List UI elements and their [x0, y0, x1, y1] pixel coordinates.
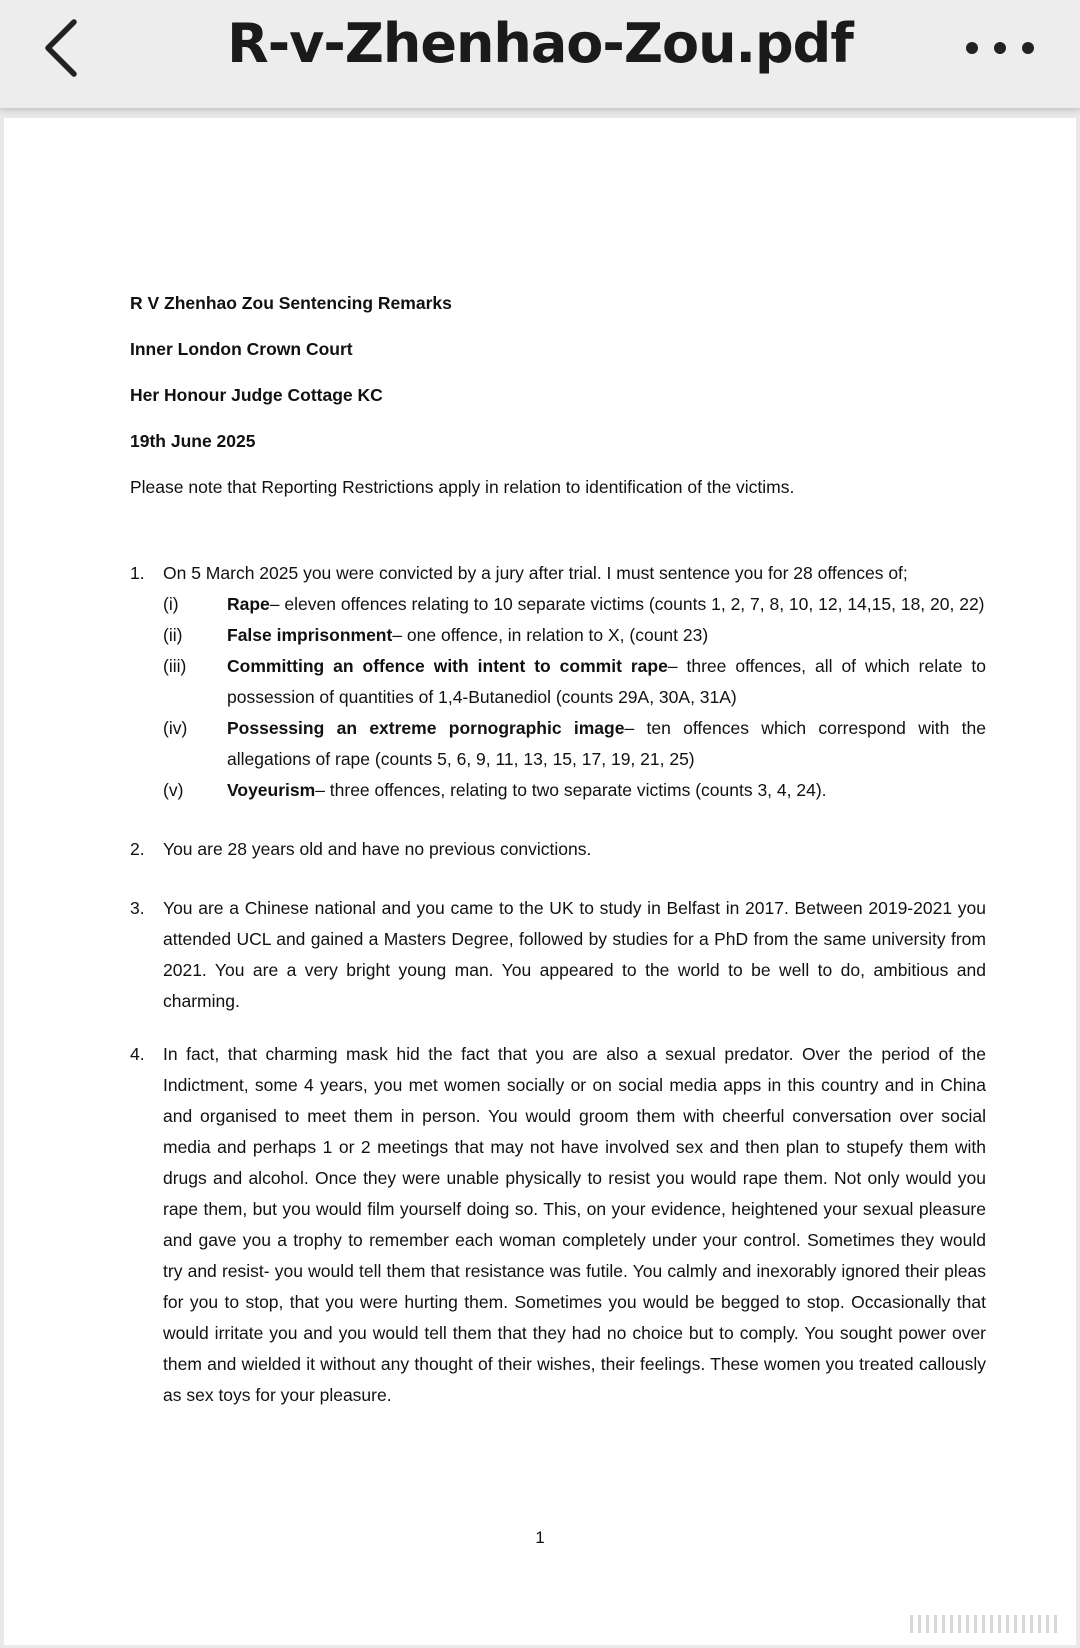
- paragraph-text: You are 28 years old and have no previous convictions.: [163, 839, 592, 859]
- page-content: [130, 288, 986, 1411]
- offence-number: (iv): [163, 718, 188, 738]
- offence-item: [130, 651, 986, 713]
- top-navigation-bar: [0, 0, 1080, 108]
- offence-name: Possessing an extreme pornographic image: [227, 718, 625, 738]
- judge-name: Her Honour Judge Cottage KC: [130, 385, 383, 405]
- more-horizontal-icon: [962, 30, 1038, 66]
- reporting-restrictions-note: Please note that Reporting Restrictions apply in relation to identification of the victims.: [130, 477, 795, 497]
- paragraph-1: [130, 558, 986, 589]
- offence-details: – three offences, all of which relate to possession of quantities of 1,4-Butanediol (counts 29A, 30A, 31A): [227, 656, 986, 707]
- offence-details: – three offences, relating to two separate victims (counts 3, 4, 24).: [315, 780, 827, 800]
- offence-number: (i): [163, 594, 179, 614]
- paragraph-number: 3.: [130, 898, 145, 918]
- offence-name: False imprisonment: [227, 625, 393, 645]
- offence-name: Committing an offence with intent to commit rape: [227, 656, 668, 676]
- paragraph-text: In fact, that charming mask hid the fact that you are also a sexual predator. Over the period of the Indictment, some 4 years, you met women socially or on social media apps in this country and in China and organised to meet them in person. You would groom them with cheerful conversation over social media and perhaps 1 or 2 meetings that may not have involved sex and then plan to stupefy them with drugs and alcohol. Once they were unable physically to resist you would rape them. Not only would you rape them, but you would film yourself doing so. This, on your evidence, heightened your sexual pleasure and gave you a trophy to remember each woman completely under your control. Sometimes they would try and resist- you would tell them that resistance was futile. You calmly and inexorably ignored their pleas for you to stop, that you were hurting them. Sometimes you would be begged to stop. Occasionally that would irritate you and you would tell them that they had no choice but to comply. You sought power over them and wielded it without any thought of their wishes, their feelings. These women you treated callously as sex toys for your pleasure.: [163, 1044, 986, 1405]
- paragraph-number: 2.: [130, 839, 145, 859]
- pdf-page[interactable]: [4, 118, 1076, 1645]
- court-name: Inner London Crown Court: [130, 339, 353, 359]
- paragraph-2: [130, 834, 986, 865]
- offence-item: [130, 589, 986, 620]
- paragraph-3: [130, 893, 986, 1017]
- paragraph-number: 4.: [130, 1044, 145, 1064]
- more-options-button[interactable]: [962, 30, 1038, 66]
- document-date: 19th June 2025: [130, 431, 256, 451]
- watermark-stripes: [900, 1611, 1070, 1637]
- offence-number: (ii): [163, 625, 183, 645]
- offence-number: (iii): [163, 656, 187, 676]
- offence-item: [130, 713, 986, 775]
- offence-details: – one offence, in relation to X, (count 23): [392, 625, 709, 645]
- offence-name: Rape: [227, 594, 270, 614]
- paragraph-text: On 5 March 2025 you were convicted by a jury after trial. I must sentence you for 28 offences of;: [163, 563, 908, 583]
- paragraph-text: You are a Chinese national and you came to the UK to study in Belfast in 2017. Between 2019-2021 you attended UCL and gained a Masters Degree, followed by studies for a PhD from the same university from 2021. You are a very bright young man. You appeared to the world to be well to do, ambitious and charming.: [163, 898, 986, 1011]
- offence-details: – ten offences which correspond with the allegations of rape (counts 5, 6, 9, 11, 13, 15, 17, 19, 21, 25): [227, 718, 987, 769]
- offence-number: (v): [163, 780, 184, 800]
- paragraph-4: [130, 1039, 986, 1411]
- offence-item: [130, 620, 986, 651]
- offence-name: Voyeurism: [227, 780, 316, 800]
- document-heading: R V Zhenhao Zou Sentencing Remarks: [130, 293, 452, 313]
- offence-details: – eleven offences relating to 10 separate victims (counts 1, 2, 7, 8, 10, 12, 14,15, 18, 20, 22): [269, 594, 985, 614]
- document-title: R-v-Zhenhao-Zou.pdf: [227, 12, 853, 75]
- paragraph-number: 1.: [130, 563, 145, 583]
- page-number: 1: [535, 1528, 545, 1547]
- offence-item: [130, 775, 986, 806]
